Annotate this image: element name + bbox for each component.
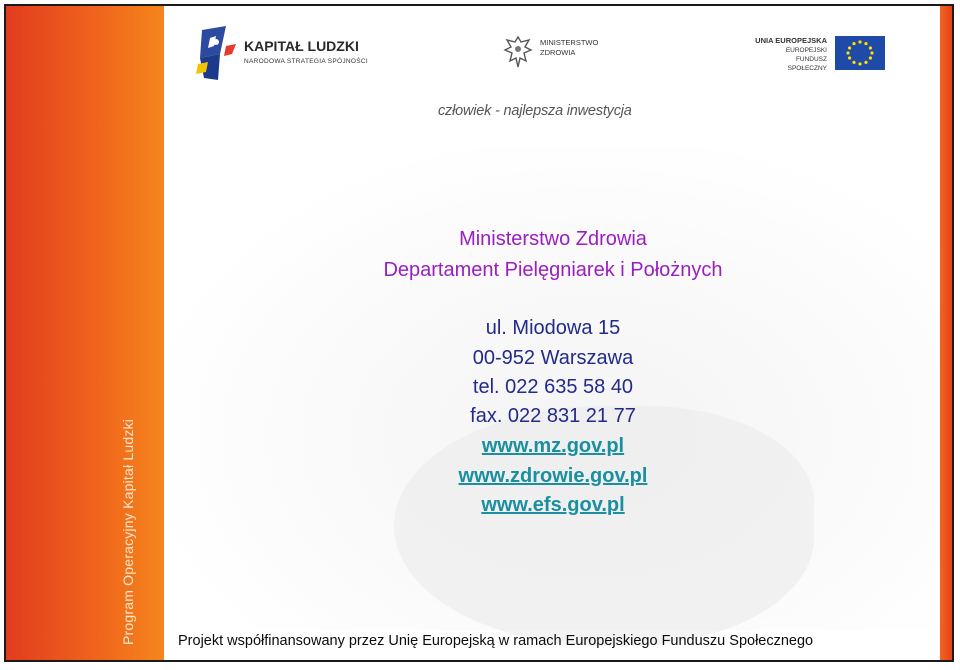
eu-line-1: UNIA EUROPEJSKA	[755, 36, 827, 45]
ministerstwo-zdrowia-logo	[500, 34, 630, 74]
link-zdrowie[interactable]: www.zdrowie.gov.pl	[458, 465, 648, 487]
kapital-ludzki-title: KAPITAŁ LUDZKI	[244, 38, 359, 54]
eu-flag-icon	[835, 36, 885, 70]
slogan: człowiek - najlepsza inwestycja	[438, 103, 632, 119]
kapital-ludzki-logo-icon	[196, 24, 240, 82]
ministry-line-2: ZDROWIA	[540, 48, 576, 57]
kapital-ludzki-subtitle: NARODOWA STRATEGIA SPÓJNOŚCI	[244, 58, 368, 65]
department-name: Departament Pielęgniarek i Położnych	[383, 259, 723, 281]
address-city: 00-952 Warszawa	[472, 347, 634, 369]
footer-text: Projekt współfinansowany przez Unię Europejską w ramach Europejskiego Funduszu Społecznego	[178, 633, 814, 649]
address-street: ul. Miodowa 15	[485, 317, 621, 339]
org-name: Ministerstwo Zdrowia	[459, 228, 647, 250]
left-orange-strip	[6, 6, 164, 660]
side-program-label: Program Operacyjny Kapitał Ludzki	[120, 418, 136, 645]
fax-number: fax. 022 831 21 77	[470, 405, 636, 427]
ministry-line-1: MINISTERSTWO	[540, 38, 599, 47]
polish-eagle-emblem-icon	[502, 34, 534, 70]
eu-line-2: EUROPEJSKI	[785, 47, 827, 54]
kapital-ludzki-logo	[196, 24, 386, 84]
link-efs[interactable]: www.efs.gov.pl	[481, 494, 625, 516]
phone-number: tel. 022 635 58 40	[472, 376, 634, 398]
link-mz[interactable]: www.mz.gov.pl	[481, 435, 625, 457]
eu-line-3: FUNDUSZ SPOŁECZNY	[787, 56, 827, 72]
eu-logo	[755, 36, 895, 76]
